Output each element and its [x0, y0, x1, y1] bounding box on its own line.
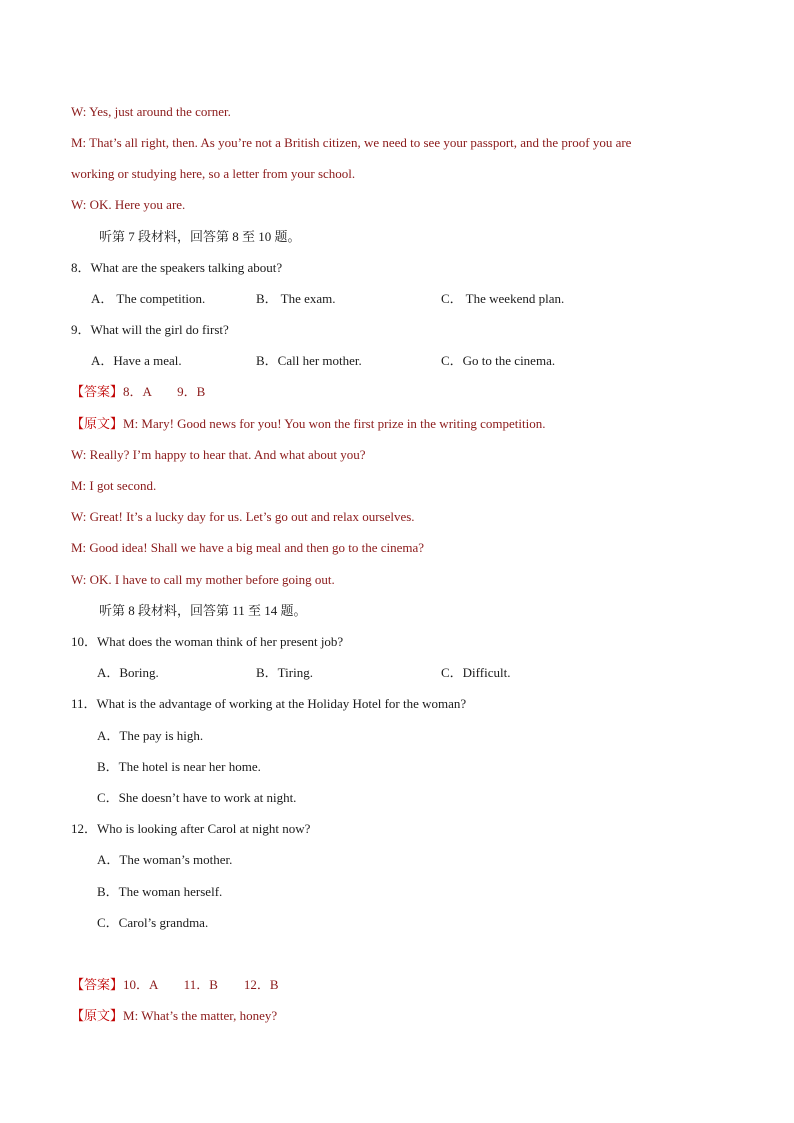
answer-line: [71, 977, 279, 993]
original-bracket: 【原文】: [71, 1008, 124, 1023]
option-a: A．The pay is high.: [97, 728, 204, 743]
option-b: B．The hotel is near her home.: [97, 759, 261, 774]
question-stem: 8．What are the speakers talking about?: [71, 260, 283, 275]
transcript-line: M: Good idea! Shall we have a big meal and then go to the cinema?: [71, 540, 425, 555]
option-a: A．Have a meal.: [91, 353, 182, 368]
original-line: [71, 1008, 277, 1024]
answer-bracket: 【答案】: [71, 384, 124, 399]
answer-text: 10．A 11．B 12．B: [123, 977, 279, 992]
transcript-line: W: OK. Here you are.: [71, 197, 186, 212]
question-stem: 11．What is the advantage of working at the Holiday Hotel for the woman?: [71, 696, 467, 711]
transcript-line: W: Really? I’m happy to hear that. And what about you?: [71, 447, 366, 462]
question-stem: 12．Who is looking after Carol at night now?: [71, 821, 311, 836]
answer-bracket: 【答案】: [71, 977, 124, 992]
option-b: B．Call her mother.: [256, 353, 362, 368]
option-a: A．The woman’s mother.: [97, 852, 233, 867]
transcript-line: W: Yes, just around the corner.: [71, 104, 231, 119]
transcript-line: working or studying here, so a letter from your school.: [71, 166, 356, 181]
option-c: C．Difficult.: [441, 665, 511, 680]
transcript-line: W: Great! It’s a lucky day for us. Let’s go out and relax ourselves.: [71, 509, 415, 524]
answer-text: 8．A 9．B: [123, 384, 206, 399]
transcript-line: M: I got second.: [71, 478, 157, 493]
transcript-line: M: That’s all right, then. As you’re not a British citizen, we need to see your passport, and the proof you are: [71, 135, 632, 150]
section-heading: 听第 7 段材料，回答第 8 至 10 题。: [99, 229, 301, 244]
original-bracket: 【原文】: [71, 416, 124, 431]
option-c: C．Carol’s grandma.: [97, 915, 209, 930]
original-text: M: Mary! Good news for you! You won the first prize in the writing competition.: [123, 416, 546, 431]
section-heading: 听第 8 段材料，回答第 11 至 14 题。: [99, 603, 307, 618]
question-stem: 10．What does the woman think of her present job?: [71, 634, 344, 649]
original-text: M: What’s the matter, honey?: [123, 1008, 278, 1023]
answer-line: [71, 384, 205, 400]
option-c: C．Go to the cinema.: [441, 353, 556, 368]
option-c: C． The weekend plan.: [441, 291, 565, 306]
question-stem: 9．What will the girl do first?: [71, 322, 229, 337]
option-b: B．Tiring.: [256, 665, 313, 680]
original-line: [71, 416, 545, 432]
option-b: B． The exam.: [256, 291, 336, 306]
transcript-line: W: OK. I have to call my mother before going out.: [71, 572, 335, 587]
option-b: B．The woman herself.: [97, 884, 223, 899]
option-a: A． The competition.: [91, 291, 206, 306]
option-a: A．Boring.: [97, 665, 159, 680]
option-c: C．She doesn’t have to work at night.: [97, 790, 297, 805]
